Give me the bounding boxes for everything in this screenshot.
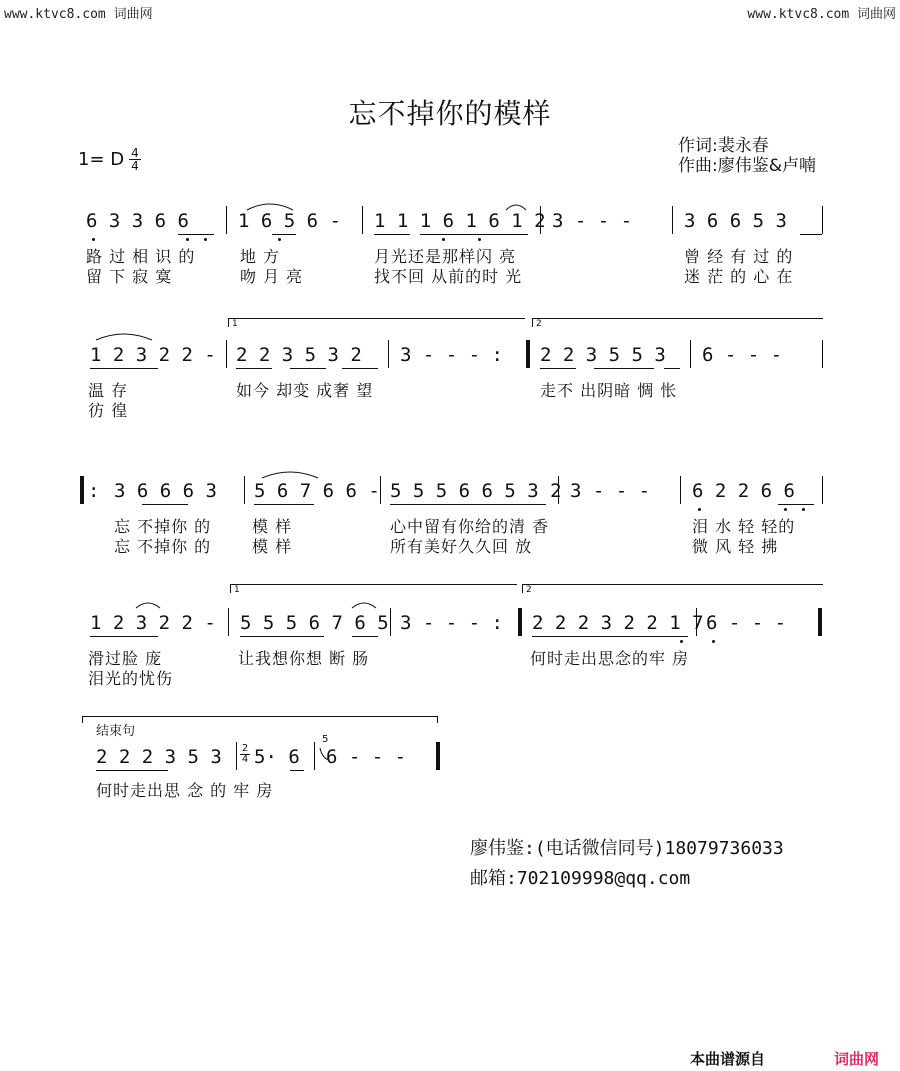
measure: 5 5 5 6 7 6 5 bbox=[240, 612, 389, 634]
grace-note: 5 bbox=[322, 734, 329, 745]
underline bbox=[342, 368, 378, 369]
underline bbox=[90, 368, 158, 369]
lyric-line-1: 滑过脸 庞 bbox=[88, 649, 163, 668]
volta-bracket-2 bbox=[522, 584, 823, 593]
underline bbox=[272, 234, 296, 235]
barline bbox=[388, 340, 389, 368]
lyric-line-1: 如今 却变 成奢 望 bbox=[236, 381, 374, 400]
measure: 6 3 3 6 6 bbox=[86, 210, 189, 232]
slur bbox=[260, 468, 320, 480]
song-title: 忘不掉你的模样 bbox=[348, 97, 552, 130]
octave-dot bbox=[712, 640, 715, 643]
slur bbox=[94, 330, 154, 342]
barline bbox=[362, 206, 363, 234]
underline bbox=[236, 368, 272, 369]
measure: 1 6 5 6 - bbox=[238, 210, 341, 232]
barline bbox=[540, 206, 541, 234]
barline bbox=[680, 476, 681, 504]
barline bbox=[228, 608, 229, 636]
lyric-line-1: 路 过 相 识 的 bbox=[86, 247, 196, 266]
lyric-line-1: 心中留有你给的清 香 bbox=[390, 517, 550, 536]
lyric-line-2: 所有美好久久回 放 bbox=[390, 537, 533, 556]
measure: 3 - - - : bbox=[400, 344, 503, 366]
source-note: 本曲谱源自 bbox=[690, 1050, 766, 1068]
underline bbox=[290, 368, 326, 369]
repeat-end-barline bbox=[526, 340, 530, 368]
slur bbox=[134, 598, 162, 610]
octave-dot bbox=[186, 238, 189, 241]
volta-bracket-2 bbox=[532, 318, 823, 327]
lyric-line-1: 模 样 bbox=[252, 517, 293, 536]
volta-number-2: 2 bbox=[526, 585, 532, 595]
underline bbox=[532, 636, 688, 637]
volta-number-1: 1 bbox=[234, 585, 240, 595]
barline bbox=[690, 340, 691, 368]
underline bbox=[540, 368, 576, 369]
measure: 3 - - - bbox=[552, 210, 633, 232]
lyric-line-2: 留 下 寂 寞 bbox=[86, 267, 173, 286]
time-signature bbox=[129, 147, 141, 172]
measure: 3 6 6 5 3 bbox=[684, 210, 787, 232]
measure: 2 2 3 5 3 2 bbox=[236, 344, 362, 366]
contact-phone: 廖伟鉴:(电话微信同号)18079736033 bbox=[470, 838, 784, 859]
measure: 3 6 6 6 3 bbox=[114, 480, 217, 502]
coda-time-sig-denominator: 4 bbox=[241, 754, 249, 765]
measure: 6 - - - bbox=[326, 746, 407, 768]
measure: 5 5 5 6 6 5 3 2 bbox=[390, 480, 562, 502]
slur bbox=[245, 200, 295, 212]
underline bbox=[96, 770, 168, 771]
barline bbox=[672, 206, 673, 234]
underline bbox=[142, 504, 188, 505]
lyric-line-2: 吻 月 亮 bbox=[240, 267, 304, 286]
underline bbox=[290, 770, 304, 771]
slur bbox=[350, 598, 378, 610]
lyric-line-2: 忘 不掉你 的 bbox=[114, 537, 212, 556]
barline bbox=[822, 476, 823, 504]
barline bbox=[236, 742, 237, 770]
lyric-line-1: 走不 出阴暗 惆 怅 bbox=[540, 381, 678, 400]
composer-credit: 作曲:廖伟鉴&卢喃 bbox=[678, 156, 816, 176]
barline bbox=[380, 476, 381, 504]
lyricist-credit: 作词:裴永春 bbox=[678, 136, 769, 156]
lyric-line-1: 忘 不掉你 的 bbox=[114, 517, 212, 536]
octave-dot bbox=[442, 238, 445, 241]
measure: 3 - - - : bbox=[400, 612, 503, 634]
measure: 5 6 7 6 6 - bbox=[254, 480, 380, 502]
barline bbox=[390, 608, 391, 636]
measure: 2 2 3 5 5 3 bbox=[540, 344, 666, 366]
measure: 1 2 3 2 2 - bbox=[90, 344, 216, 366]
underline bbox=[254, 504, 314, 505]
lyric-line-1: 何时走出思念的牢 房 bbox=[530, 649, 690, 668]
lyric-line-2: 泪光的忧伤 bbox=[88, 669, 174, 688]
lyric-line-2: 模 样 bbox=[252, 537, 293, 556]
octave-dot bbox=[478, 238, 481, 241]
coda-label: 结束句 bbox=[96, 724, 136, 739]
measure: 6 - - - bbox=[702, 344, 783, 366]
barline bbox=[226, 340, 227, 368]
underline bbox=[664, 368, 680, 369]
time-sig-numerator: 4 bbox=[129, 147, 141, 160]
barline bbox=[226, 206, 227, 234]
repeat-start-barline bbox=[80, 476, 84, 504]
coda-lyrics: 何时走出思 念 的 牢 房 bbox=[96, 781, 274, 800]
volta-bracket-1 bbox=[228, 318, 525, 327]
volta-number-1: 1 bbox=[232, 319, 238, 329]
lyric-line-2: 迷 茫 的 心 在 bbox=[684, 267, 794, 286]
lyric-line-2: 彷 徨 bbox=[88, 401, 129, 420]
measure: 2 2 2 3 2 2 1 7 bbox=[532, 612, 704, 634]
lyric-line-2: 微 风 轻 拂 bbox=[692, 537, 779, 556]
lyric-line-1: 地 方 bbox=[240, 247, 281, 266]
lyric-line-1: 温 存 bbox=[88, 381, 129, 400]
measure: 6 2 2 6 6 bbox=[692, 480, 795, 502]
repeat-end-barline bbox=[518, 608, 522, 636]
octave-dot bbox=[204, 238, 207, 241]
end-barline bbox=[436, 742, 440, 770]
barline bbox=[696, 608, 697, 636]
underline bbox=[594, 368, 654, 369]
barline bbox=[558, 476, 559, 504]
site-brand: 词曲网 bbox=[834, 1050, 880, 1068]
coda-time-signature bbox=[240, 744, 250, 765]
barline bbox=[244, 476, 245, 504]
underline bbox=[778, 504, 814, 505]
underline bbox=[800, 234, 822, 235]
octave-dot bbox=[278, 238, 281, 241]
measure: 6 - - - bbox=[706, 612, 787, 634]
underline bbox=[352, 636, 378, 637]
underline bbox=[240, 636, 324, 637]
contact-email: 邮箱:702109998@qq.com bbox=[470, 868, 691, 889]
watermark-right: www.ktvc8.com 词曲网 bbox=[747, 7, 896, 22]
watermark-left: www.ktvc8.com 词曲网 bbox=[4, 7, 153, 22]
lyric-line-1: 月光还是那样闪 亮 bbox=[374, 247, 517, 266]
lyric-line-1: 泪 水 轻 轻的 bbox=[692, 517, 796, 536]
coda-bracket bbox=[82, 716, 438, 723]
measure: 1 2 3 2 2 - bbox=[90, 612, 216, 634]
octave-dot bbox=[802, 508, 805, 511]
repeat-dots: : bbox=[88, 480, 100, 502]
underline bbox=[420, 234, 528, 235]
measure: 3 - - - bbox=[570, 480, 651, 502]
underline bbox=[178, 234, 214, 235]
barline bbox=[822, 206, 823, 234]
underline bbox=[374, 234, 410, 235]
time-sig-denominator: 4 bbox=[131, 159, 139, 173]
volta-number-2: 2 bbox=[536, 319, 542, 329]
octave-dot bbox=[784, 508, 787, 511]
measure: 5· 6 bbox=[254, 746, 300, 768]
lyric-line-1: 曾 经 有 过 的 bbox=[684, 247, 794, 266]
key-signature: 1= D bbox=[78, 149, 125, 170]
octave-dot bbox=[698, 508, 701, 511]
barline bbox=[822, 340, 823, 368]
lyric-line-1: 让我想你想 断 肠 bbox=[238, 649, 370, 668]
underline bbox=[390, 504, 546, 505]
measure: 1 1 1 6 1 6 1 2 bbox=[374, 210, 546, 232]
end-barline bbox=[818, 608, 822, 636]
barline bbox=[314, 742, 315, 770]
octave-dot bbox=[92, 238, 95, 241]
volta-bracket-1 bbox=[230, 584, 517, 593]
underline bbox=[90, 636, 158, 637]
measure: 2 2 2 3 5 3 bbox=[96, 746, 222, 768]
lyric-line-2: 找不回 从前的时 光 bbox=[374, 267, 523, 286]
octave-dot bbox=[680, 640, 683, 643]
coda-time-sig-numerator: 2 bbox=[241, 743, 249, 754]
slur bbox=[504, 200, 528, 212]
